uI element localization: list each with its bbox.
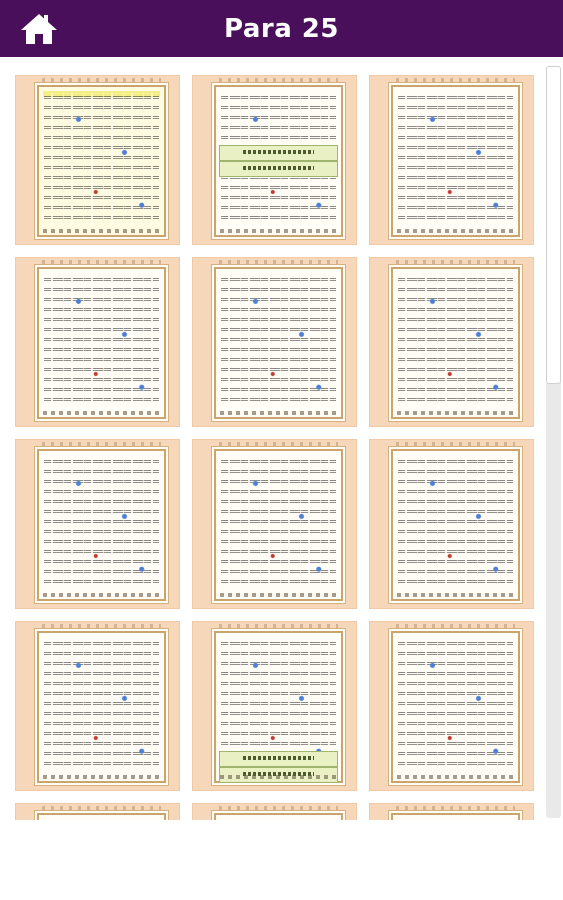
- quran-page-image: [214, 85, 343, 237]
- quran-page-image: [37, 631, 166, 783]
- app-header: [0, 0, 563, 57]
- tajweed-marks: [44, 639, 159, 771]
- tajweed-marks: [398, 639, 513, 771]
- page-footer: [43, 775, 160, 779]
- quran-page-image: [37, 449, 166, 601]
- quran-page-image: [391, 631, 520, 783]
- page-footer: [397, 229, 514, 233]
- surah-header-band: [219, 145, 338, 161]
- page-thumb-3[interactable]: [369, 75, 534, 245]
- quran-page-image: [214, 813, 343, 820]
- tajweed-marks: [44, 457, 159, 589]
- page-thumb-13[interactable]: [15, 803, 180, 820]
- page-thumb-8[interactable]: [192, 439, 357, 609]
- page-footer: [43, 593, 160, 597]
- tajweed-marks: [398, 93, 513, 225]
- page-footer: [220, 411, 337, 415]
- tajweed-marks: [398, 457, 513, 589]
- quran-page-image: [214, 631, 343, 783]
- page-footer: [220, 229, 337, 233]
- page-footer: [43, 411, 160, 415]
- page-thumb-11[interactable]: [192, 621, 357, 791]
- page-thumb-14[interactable]: [192, 803, 357, 820]
- page-grid: [15, 75, 535, 820]
- quran-page-image: [214, 267, 343, 419]
- page-thumb-5[interactable]: [192, 257, 357, 427]
- quran-page-image: [37, 267, 166, 419]
- page-footer: [397, 411, 514, 415]
- tajweed-marks: [221, 457, 336, 589]
- quran-page-image: [391, 267, 520, 419]
- page-thumb-9[interactable]: [369, 439, 534, 609]
- home-icon: [19, 12, 59, 46]
- page-thumb-1[interactable]: [15, 75, 180, 245]
- quran-page-image: [37, 813, 166, 820]
- tajweed-marks: [44, 93, 159, 225]
- page-thumb-2[interactable]: [192, 75, 357, 245]
- page-thumb-6[interactable]: [369, 257, 534, 427]
- quran-page-image: [391, 85, 520, 237]
- page-footer: [43, 229, 160, 233]
- quran-page-image: [37, 85, 166, 237]
- tajweed-marks: [398, 275, 513, 407]
- page-footer: [397, 593, 514, 597]
- scrollbar[interactable]: [546, 66, 561, 818]
- surah-header-band: [219, 751, 338, 767]
- page-footer: [397, 775, 514, 779]
- surah-header-band: [219, 161, 338, 177]
- page-thumb-7[interactable]: [15, 439, 180, 609]
- quran-page-image: [391, 449, 520, 601]
- page-thumb-15[interactable]: [369, 803, 534, 820]
- scrollbar-thumb[interactable]: [546, 66, 561, 384]
- page-thumb-12[interactable]: [369, 621, 534, 791]
- page-grid-container[interactable]: [0, 57, 563, 820]
- quran-page-image: [391, 813, 520, 820]
- home-button[interactable]: [18, 11, 60, 47]
- page-footer: [220, 593, 337, 597]
- page-title: Para 25: [223, 13, 339, 44]
- page-footer: [220, 775, 337, 779]
- page-thumb-10[interactable]: [15, 621, 180, 791]
- tajweed-marks: [44, 275, 159, 407]
- tajweed-marks: [221, 275, 336, 407]
- page-thumb-4[interactable]: [15, 257, 180, 427]
- quran-page-image: [214, 449, 343, 601]
